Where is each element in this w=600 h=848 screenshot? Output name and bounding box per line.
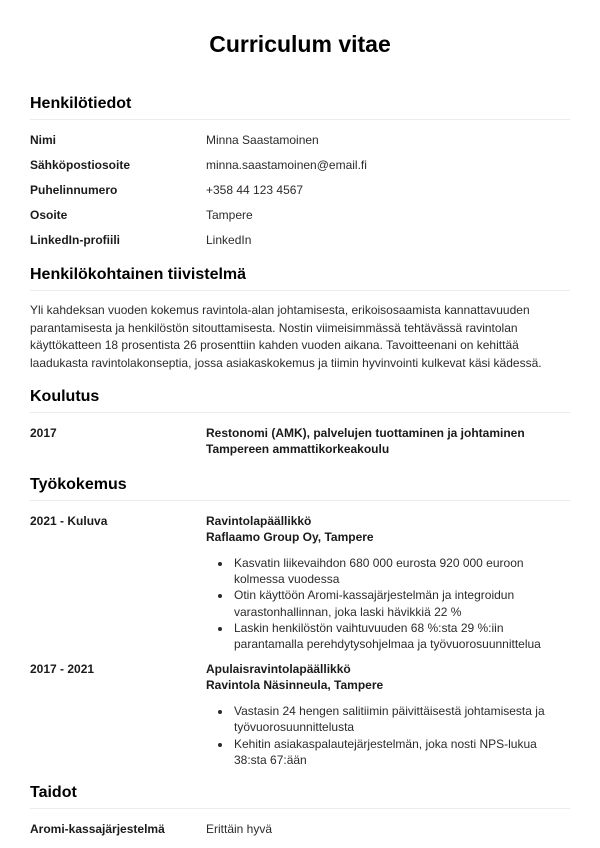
section-education <box>30 387 570 457</box>
info-value: Tampere <box>206 208 253 222</box>
info-label: Sähköpostiosoite <box>30 158 131 172</box>
bullet-item: • Otin käyttöön Aromi-kassajärjestelmän ja integroidun varastonhallinnan, joka laski hävikkiä 22 % <box>232 587 570 619</box>
company-line: Raflaamo Group Oy, Tampere <box>206 530 374 544</box>
skill-value: Erittäin hyvä <box>206 822 273 837</box>
info-value: +358 44 123 4567 <box>206 183 304 197</box>
company-line: Ravintola Näsinneula, Tampere <box>206 678 384 693</box>
entry-body <box>206 513 570 652</box>
info-label: Osoite <box>30 208 68 222</box>
info-value: minna.saastamoinen@email.fi <box>206 158 367 172</box>
info-row-name <box>30 133 570 148</box>
section-heading-personal: Henkilötiedot <box>30 94 570 120</box>
experience-entry <box>30 513 570 652</box>
bullet-item: • Vastasin 24 hengen salitiimin päivittäisestä johtamisesta ja työvuorosuunnittelusta <box>232 703 570 735</box>
bullet-item: • Laskin henkilöstön vaihtuvuuden 68 %:sta 29 %:iin parantamalla perehdytysohjelmaa ja työvuorosuunnittelua <box>232 620 570 652</box>
experience-entries <box>30 513 570 768</box>
entry-period: 2017 <box>30 426 57 440</box>
achievement-list <box>206 555 570 652</box>
skill-label: Aromi-kassajärjestelmä <box>30 822 165 837</box>
experience-entry <box>30 661 570 768</box>
info-label: LinkedIn-profiili <box>30 233 120 247</box>
section-personal <box>30 94 570 248</box>
education-entries <box>30 425 570 457</box>
job-title: Ravintolapäällikkö <box>206 514 312 528</box>
info-row-email <box>30 158 570 173</box>
personal-rows <box>30 133 570 248</box>
section-skills <box>30 783 570 837</box>
entry-period: 2021 - Kuluva <box>30 514 108 528</box>
education-entry <box>30 425 570 457</box>
entry-body <box>206 661 570 768</box>
section-summary <box>30 265 570 372</box>
linkedin-value: LinkedIn <box>206 233 252 247</box>
skill-row <box>30 822 570 837</box>
bullet-item: • Kehitin asiakaspalautejärjestelmän, joka nosti NPS-lukua 38:sta 67:ään <box>232 736 570 768</box>
info-row-linkedin <box>30 233 570 248</box>
degree-line: Restonomi (AMK), palvelujen tuottaminen ja johtaminen <box>206 426 525 440</box>
achievement-list <box>206 703 570 768</box>
school-line: Tampereen ammattikorkeakoulu <box>206 442 390 456</box>
job-title: Apulaisravintolapäällikkö <box>206 662 351 677</box>
skills-rows <box>30 822 570 837</box>
section-heading-experience: Työkokemus <box>30 475 570 501</box>
info-label: Puhelinnumero <box>30 183 118 197</box>
section-heading-skills: Taidot <box>30 783 570 809</box>
section-heading-summary: Henkilökohtainen tiivistelmä <box>30 265 570 291</box>
bullet-item: • Kasvatin liikevaihdon 680 000 eurosta 920 000 euroon kolmessa vuodessa <box>232 555 570 587</box>
info-value: Minna Saastamoinen <box>206 133 319 147</box>
info-label: Nimi <box>30 133 57 147</box>
entry-body <box>206 425 570 457</box>
section-heading-education: Koulutus <box>30 387 570 413</box>
entry-period: 2017 - 2021 <box>30 662 95 677</box>
info-row-address <box>30 208 570 223</box>
info-row-phone <box>30 183 570 198</box>
page-title: Curriculum vitae <box>209 31 391 57</box>
section-experience <box>30 475 570 768</box>
summary-paragraph: Yli kahdeksan vuoden kokemus ravintola-alan johtamisesta, erikoisosaamista kannattavuuden parantamisesta ja henkilöstön sitouttamisesta. Nostin viimeisimmässä tehtävässä ravintolan käyttökatteen 18 prosentista 26 prosenttiin kahden vuoden aikana. Tavoitteenani on kehittää laadukasta ravintolakonseptia, jossa asiakaskokemus ja tiimin hyvinvointi kulkevat käsi kädessä. <box>30 303 542 370</box>
